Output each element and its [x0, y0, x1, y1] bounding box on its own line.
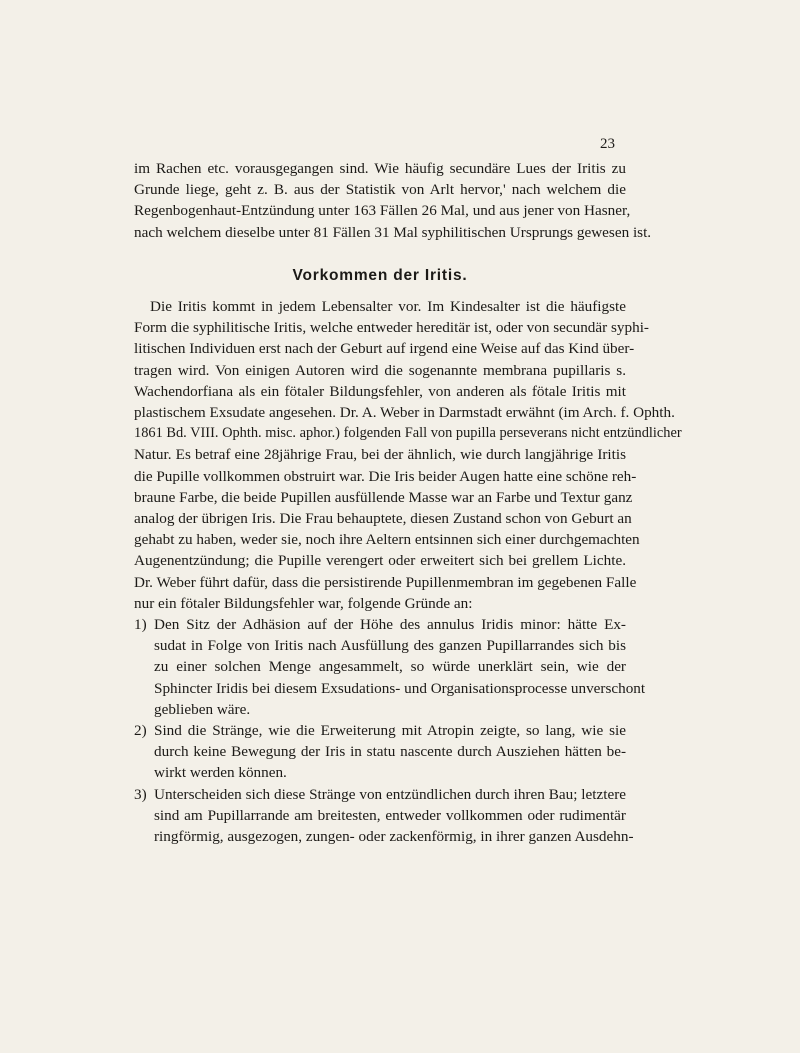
- paragraph-line: Augenentzündung; die Pupille verengert oder erweitert sich bei grellem Lichte.: [134, 552, 626, 570]
- paragraph-line: tragen wird. Von einigen Autoren wird die sogenannte membrana pupillaris s.: [134, 361, 626, 379]
- paragraph-line: litischen Individuen erst nach der Geburt auf irgend eine Weise auf das Kind über-: [134, 340, 635, 358]
- list-line: durch keine Bewegung der Iris in statu nascente durch Ausziehen hätten be-: [154, 743, 626, 761]
- paragraph-line: Form die syphilitische Iritis, welche entweder hereditär ist, oder von secundär syphi-: [134, 319, 649, 337]
- paragraph-line: Natur. Es betraf eine 28jährige Frau, bei der ähnlich, wie durch langjährige Iritis: [134, 446, 626, 464]
- intro-line: Grunde liege, geht z. B. aus der Statistik von Arlt hervor,' nach welchem die: [134, 181, 626, 199]
- list-line: wirkt werden können.: [154, 764, 287, 782]
- paragraph-line: Wachendorfiana als ein fötaler Bildungsfehler, von anderen als fötale Iritis mit: [134, 382, 626, 400]
- list-number: 3): [134, 785, 147, 803]
- list-line: sind am Pupillarrande am breitesten, entweder vollkommen oder rudimentär: [154, 806, 626, 824]
- paragraph-line: plastischem Exsudate angesehen. Dr. A. Weber in Darmstadt erwähnt (im Arch. f. Ophth.: [134, 404, 675, 422]
- page-number: 23: [600, 136, 615, 152]
- intro-paragraph: [134, 158, 652, 243]
- list-line: zu einer solchen Menge angesammelt, so würde unerklärt sein, wie der: [154, 658, 626, 676]
- intro-line: nach welchem dieselbe unter 81 Fällen 31 Mal syphilitischen Ursprungs gewesen ist.: [134, 223, 652, 241]
- list-line: sudat in Folge von Iritis nach Ausfüllung des ganzen Pupillarrandes sich bis: [154, 637, 626, 655]
- paragraph-line: Dr. Weber führt dafür, dass die persistirende Pupillenmembran im gegebenen Falle: [134, 573, 637, 591]
- page-body: [134, 158, 682, 847]
- paragraph-line: braune Farbe, die beide Pupillen ausfüllende Masse war an Farbe und Textur ganz: [134, 488, 633, 506]
- section-paragraph: [134, 296, 682, 614]
- paragraph-line: 1861 Bd. VIII. Ophth. misc. aphor.) folgenden Fall von pupilla perseverans nicht entzündlicher: [134, 425, 682, 442]
- list-line: Sphincter Iridis bei diesem Exsudations- und Organisationsprocesse unverschont: [154, 679, 646, 697]
- paragraph-line: analog der übrigen Iris. Die Frau behauptete, diesen Zustand schon von Geburt an: [134, 510, 632, 528]
- list-item: [134, 784, 634, 848]
- paragraph-line: die Pupille vollkommen obstruirt war. Die Iris beider Augen hatte eine schöne reh-: [134, 467, 637, 485]
- intro-line: Regenbogenhaut-Entzündung unter 163 Fällen 26 Mal, und aus jener von Hasner,: [134, 202, 631, 220]
- list-line: geblieben wäre.: [154, 700, 251, 718]
- section-heading: Vorkommen der Iritis.: [292, 266, 468, 284]
- list-line: ringförmig, ausgezogen, zungen- oder zackenförmig, in ihrer ganzen Ausdehn-: [154, 828, 634, 846]
- list-item: [134, 614, 646, 720]
- list-item: [134, 720, 626, 784]
- list-line: Sind die Stränge, wie die Erweiterung mit Atropin zeigte, so lang, wie sie: [154, 722, 626, 740]
- intro-line: im Rachen etc. vorausgegangen sind. Wie häufig secundäre Lues der Iritis zu: [134, 160, 626, 177]
- paragraph-line: nur ein fötaler Bildungsfehler war, folgende Gründe an:: [134, 594, 473, 612]
- list-number: 1): [134, 616, 147, 634]
- list-number: 2): [134, 722, 147, 740]
- paragraph-line: gehabt zu haben, weder sie, noch ihre Aeltern entsinnen sich einer durchgemachten: [134, 531, 640, 549]
- list-line: Unterscheiden sich diese Stränge von entzündlichen durch ihren Bau; letztere: [154, 785, 626, 803]
- paragraph-line: Die Iritis kommt in jedem Lebensalter vor. Im Kindesalter ist die häufigste: [150, 298, 626, 316]
- list-line: Den Sitz der Adhäsion auf der Höhe des annulus Iridis minor: hätte Ex-: [154, 616, 626, 634]
